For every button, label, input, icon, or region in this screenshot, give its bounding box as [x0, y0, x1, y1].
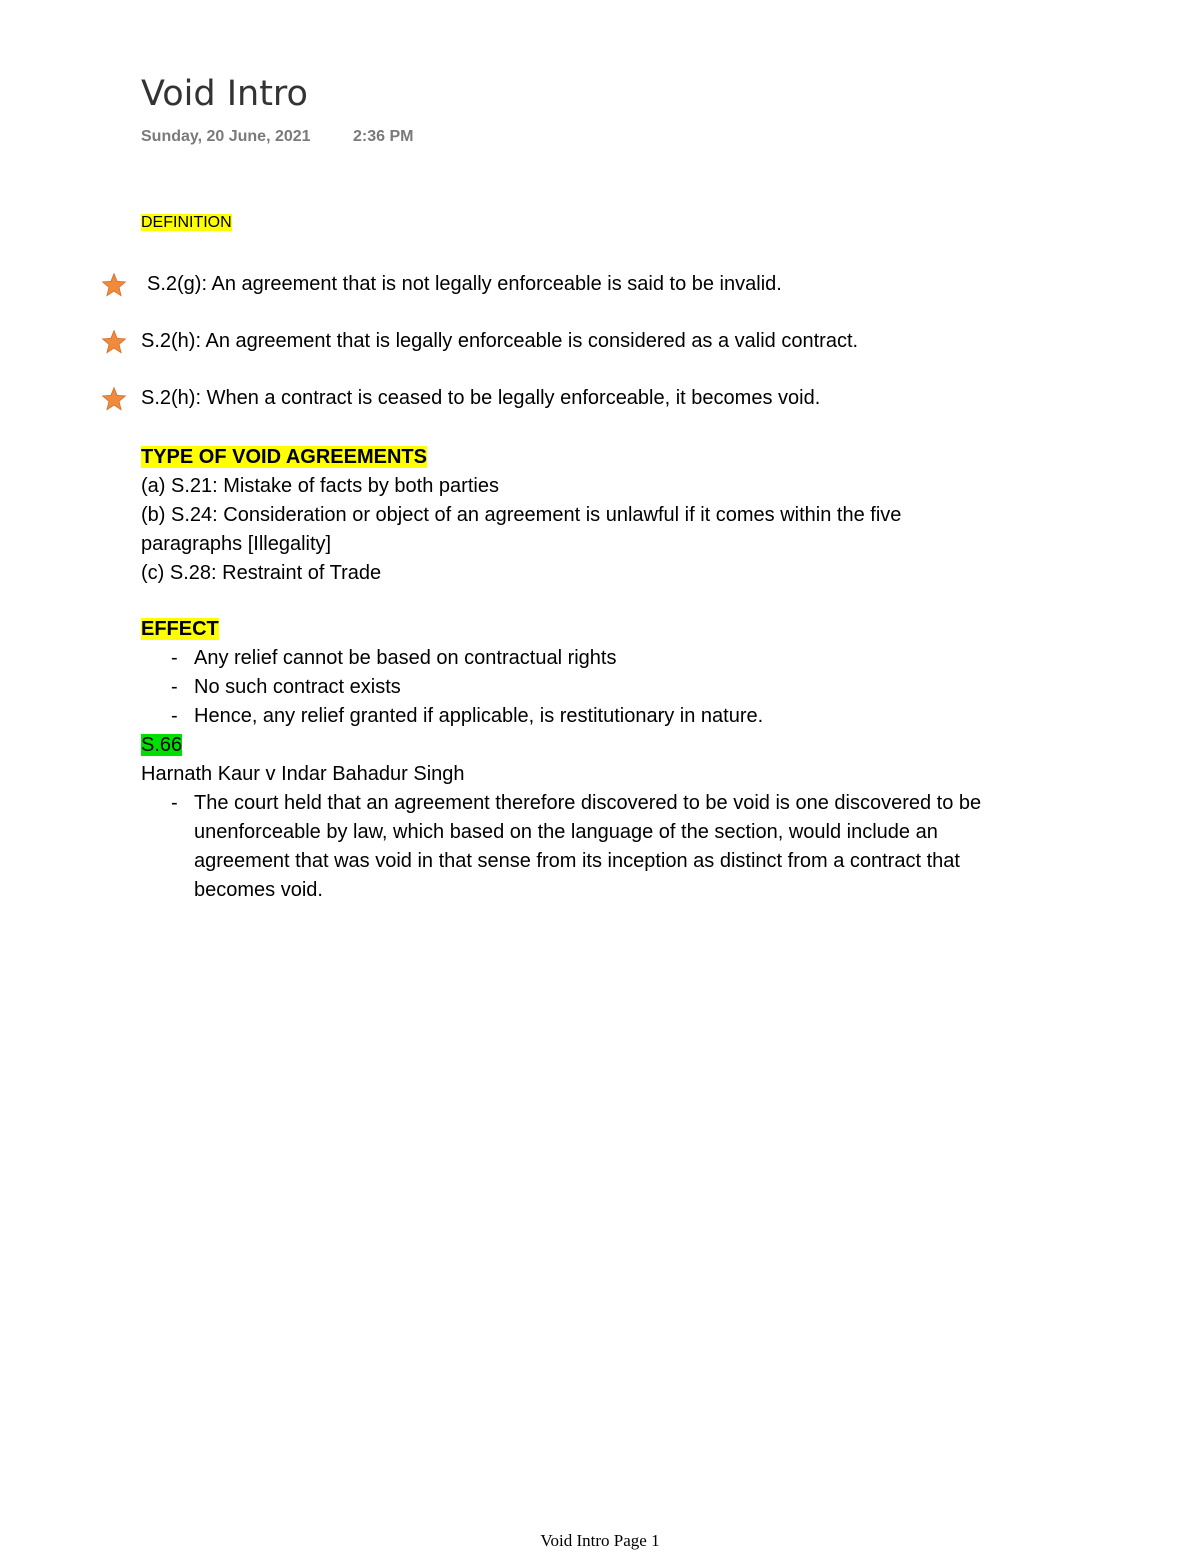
definition-item — [141, 330, 858, 353]
types-item: (b) S.24: Consideration or object of an agreement is unlawful if it comes within the five paragraphs [Illegality] — [141, 504, 902, 555]
star-icon — [101, 329, 127, 355]
definition-item-text: S.2(h): When a contract is ceased to be legally enforceable, it becomes void. — [141, 387, 821, 409]
effect-item-text: Any relief cannot be based on contractual rights — [194, 647, 617, 669]
page-footer: Void Intro Page 1 — [540, 1531, 660, 1550]
s66-heading: S.66 — [141, 734, 183, 756]
effect-heading: EFFECT — [141, 618, 219, 640]
effect-item: - No such contract exists — [171, 676, 401, 698]
definition-item-text: S.2(h): An agreement that is legally enforceable is considered as a valid contract. — [141, 330, 859, 352]
case-item: - The court held that an agreement therefore discovered to be void is one discovered to be unenforceable by law, which based on the language of the section, would include an agreement that was void in that sense from its inception as distinct from a contract that becomes void. — [171, 792, 982, 901]
case-item-text: The court held that an agreement therefore discovered to be void is one discovered to be unenforceable by law, which based on the language of the section, would include an agreement that was void in that sense from its inception as distinct from a contract that becomes void. — [194, 792, 982, 901]
star-icon — [101, 272, 127, 298]
page-title: Void Intro — [141, 74, 308, 114]
definition-item-text: S.2(g): An agreement that is not legally enforceable is said to be invalid. — [147, 273, 782, 295]
definition-item — [141, 387, 820, 410]
page-meta — [141, 128, 413, 146]
definition-heading-text: DEFINITION — [141, 214, 232, 231]
page-time: 2:36 PM — [353, 128, 414, 145]
effect-item-text: No such contract exists — [194, 676, 401, 698]
effect-item-text: Hence, any relief granted if applicable, is restitutionary in nature. — [194, 705, 764, 727]
page-date: Sunday, 20 June, 2021 — [141, 128, 311, 145]
types-heading: TYPE OF VOID AGREEMENTS — [141, 446, 427, 468]
types-item: (c) S.28: Restraint of Trade — [141, 562, 382, 584]
effect-item: - Hence, any relief granted if applicable, is restitutionary in nature. — [171, 705, 764, 727]
case-name: Harnath Kaur v Indar Bahadur Singh — [141, 763, 465, 785]
types-item: (a) S.21: Mistake of facts by both parties — [141, 475, 499, 497]
star-icon — [101, 386, 127, 412]
effect-section — [141, 615, 1001, 905]
definition-item — [147, 273, 782, 296]
definition-heading — [141, 214, 232, 232]
effect-item: - Any relief cannot be based on contractual rights — [171, 647, 617, 669]
types-section — [141, 443, 1001, 588]
